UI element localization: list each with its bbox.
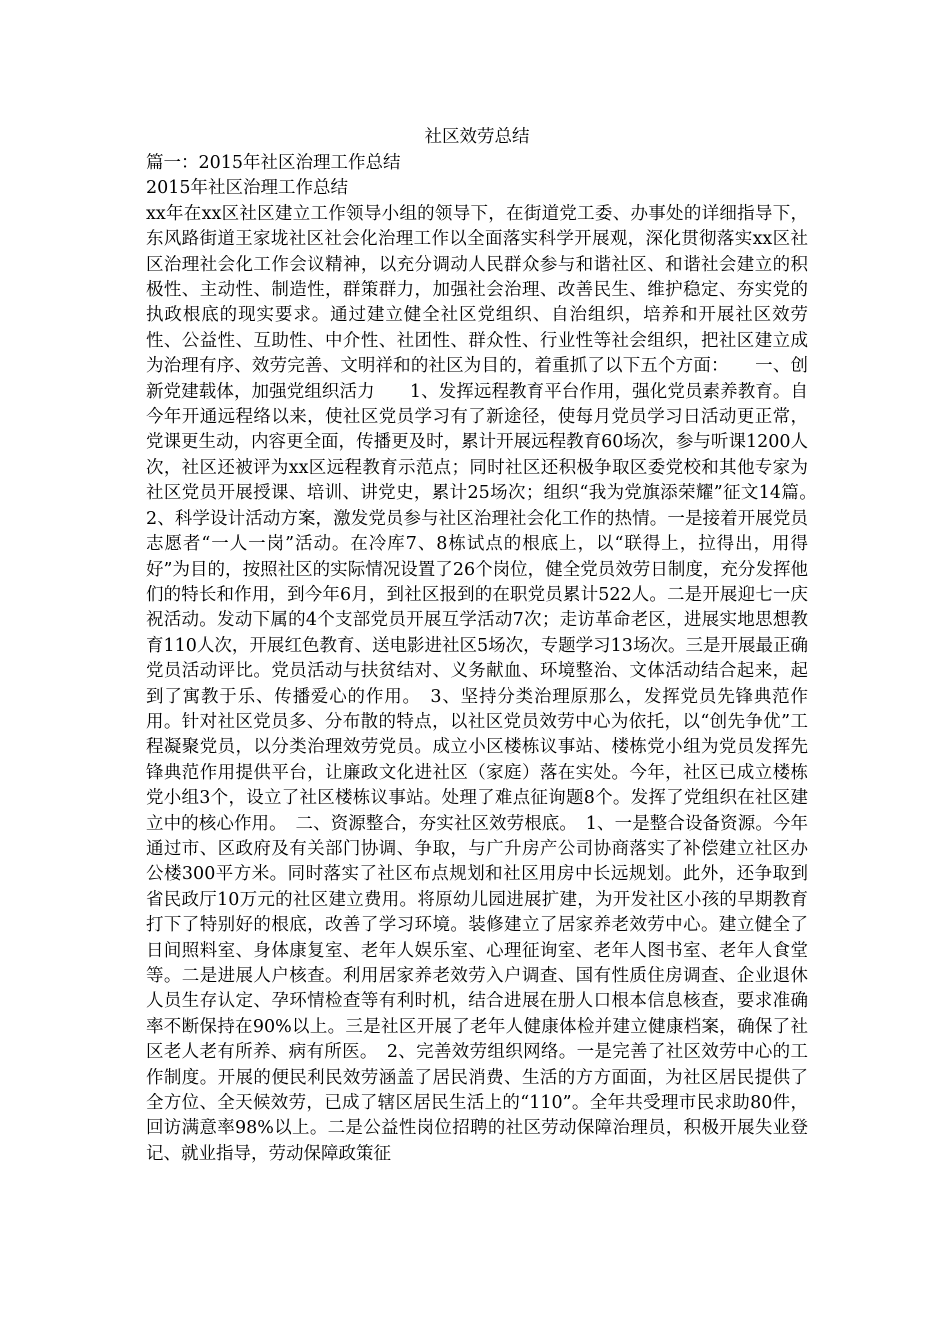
document-body: xx年在xx区社区建立工作领导小组的领导下，在街道党工委、办事处的详细指导下，东风路街道王家垅社区社会化治理工作以全面落实科学开展观，深化贯彻落实xx区社区治理社会化工作会议精神，以充分调动人民群众参与和谐社区、和谐社会建立的积极性、主动性、制造性，群策群力，加强社会治理、改善民生、维护稳定、夯实党的执政根底的现实要求。通过建立健全社区党组织、自治组织，培养和开展社区效劳性、公益性、互助性、中介性、社团性、群众性、行业性等社会组织，把社区建立成为治理有序、效劳完善、文明祥和的社区为目的，着重抓了以下五个方面： 一、创新党建载体，加强党组织活力 1、发挥远程教育平台作用，强化党员素养教育。自今年开通远程络以来，使社区党员学习有了新途径，使每月党员学习日活动更正常，党课更生动，内容更全面，传播更及时，累计开展远程教育60场次，参与听课1200人次，社区还被评为xx区远程教育示范点；同时社区还积极争取区委党校和其他专家为社区党员开展授课、培训、讲党史，累计25场次；组织“我为党旗添荣耀”征文14篇。 2、科学设计活动方案，激发党员参与社区治理社会化工作的热情。一是接着开展党员志愿者“一人一岗”活动。在冷库7、8栋试点的根底上，以“联得上，拉得出，用得好”为目的，按照社区的实际情况设置了26个岗位，健全党员效劳日制度，充分发挥他们的特长和作用，到今年6月，到社区报到的在职党员累计522人。二是开展迎七一庆祝活动。发动下属的4个支部党员开展互学活动7次；走访革命老区，进展实地思想教育110人次，开展红色教育、送电影进社区5场次，专题学习13场次。三是开展最正确党员活动评比。党员活动与扶贫结对、义务献血、环境整治、文体活动结合起来，起到了寓教于乐、传播爱心的作用。 3、坚持分类治理原那么，发挥党员先锋典范作用。针对社区党员多、分布散的特点，以社区党员效劳中心为依托，以“创先争优”工程凝聚党员，以分类治理效劳党员。成立小区楼栋议事站、楼栋党小组为党员发挥先锋典范作用提供平台，让廉政文化进社区（家庭）落在实处。今年，社区已成立楼栋党小组3个，设立了社区楼栋议事站。处理了难点征询题8个。发挥了党组织在社区建立中的核心作用。 二、资源整合，夯实社区效劳根底。 1、一是整合设备资源。今年通过市、区政府及有关部门协调、争取，与广升房产公司协商落实了补偿建立社区办公楼300平方米。同时落实了社区布点规划和社区用房中长远规划。此外，还争取到省民政厅10万元的社区建立费用。将原幼儿园进展扩建，为开发社区小孩的早期教育打下了特别好的根底，改善了学习环境。装修建立了居家养老效劳中心。建立健全了日间照料室、身体康复室、老年人娱乐室、心理征询室、老年人图书室、老年人食堂等。二是进展人户核查。利用居家养老效劳入户调查、国有性质住房调查、企业退休人员生存认定、孕环情检查等有利时机，结合进展在册人口根本信息核查，要求准确率不断保持在90%以上。三是社区开展了老年人健康体检并建立健康档案，确保了社区老人老有所养、病有所医。 2、完善效劳组织网络。一是完善了社区效劳中心的工作制度。开展的便民利民效劳涵盖了居民消费、生活的方方面面，为社区居民提供了全方位、全天候效劳，已成了辖区居民生活上的“110”。全年共受理市民求助80件，回访满意率98%以上。二是公益性岗位招聘的社区劳动保障治理员，积极开展失业登记、就业指导，劳动保障政策征 — [146, 203, 826, 1164]
document-title: 社区效劳总结 — [424, 127, 530, 147]
chapter-heading: 篇一：2015年社区治理工作总结 — [146, 153, 401, 173]
document-subtitle: 2015年社区治理工作总结 — [146, 178, 349, 199]
document-content — [146, 125, 826, 1167]
